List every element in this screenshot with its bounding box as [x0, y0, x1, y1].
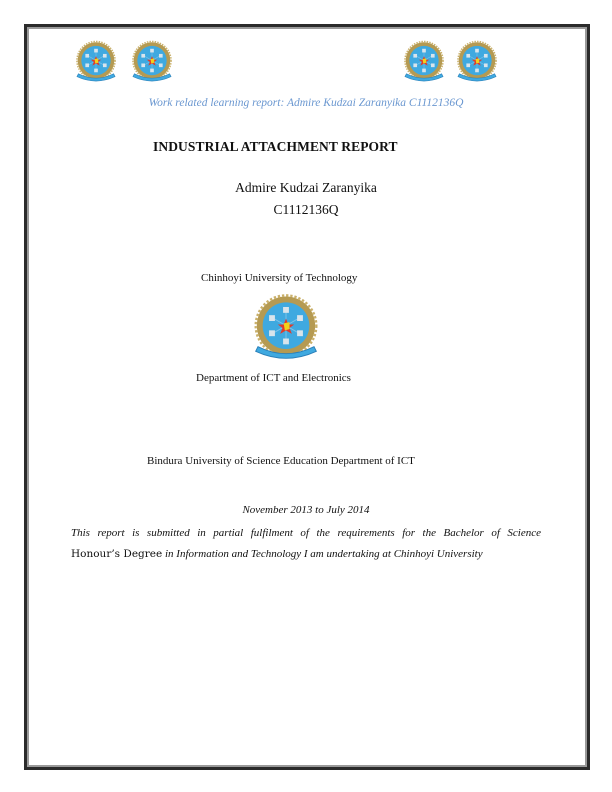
host-institution: Bindura University of Science Education Department of ICT	[147, 455, 415, 467]
university-seal-icon	[455, 40, 499, 84]
university-seal-icon	[402, 40, 446, 84]
author-name: Admire Kudzai Zaranyika	[235, 180, 377, 195]
university-seal-icon	[130, 40, 174, 84]
degree-name: Honour’s Degree	[71, 548, 163, 560]
statement-line-2	[71, 544, 541, 565]
university-seal-icon	[250, 293, 322, 363]
statement-line-1: This report is submitted in partial fulfilment of the requirements for the Bachelor of Science	[71, 527, 541, 539]
report-title: INDUSTRIAL ATTACHMENT REPORT	[153, 139, 398, 154]
page-border	[24, 24, 590, 770]
statement-line-2-rest: in Information and Technology I am undertaking at Chinhoyi University	[162, 548, 483, 560]
attachment-period: November 2013 to July 2014	[242, 504, 370, 516]
university-seal-icon	[74, 40, 118, 84]
university-name: Chinhoyi University of Technology	[201, 272, 358, 284]
department-name: Department of ICT and Electronics	[196, 372, 351, 384]
submission-statement	[71, 523, 541, 565]
running-header: Work related learning report: Admire Kudzai Zaranyika C1112136Q	[148, 97, 464, 109]
student-id: C1112136Q	[273, 202, 339, 217]
